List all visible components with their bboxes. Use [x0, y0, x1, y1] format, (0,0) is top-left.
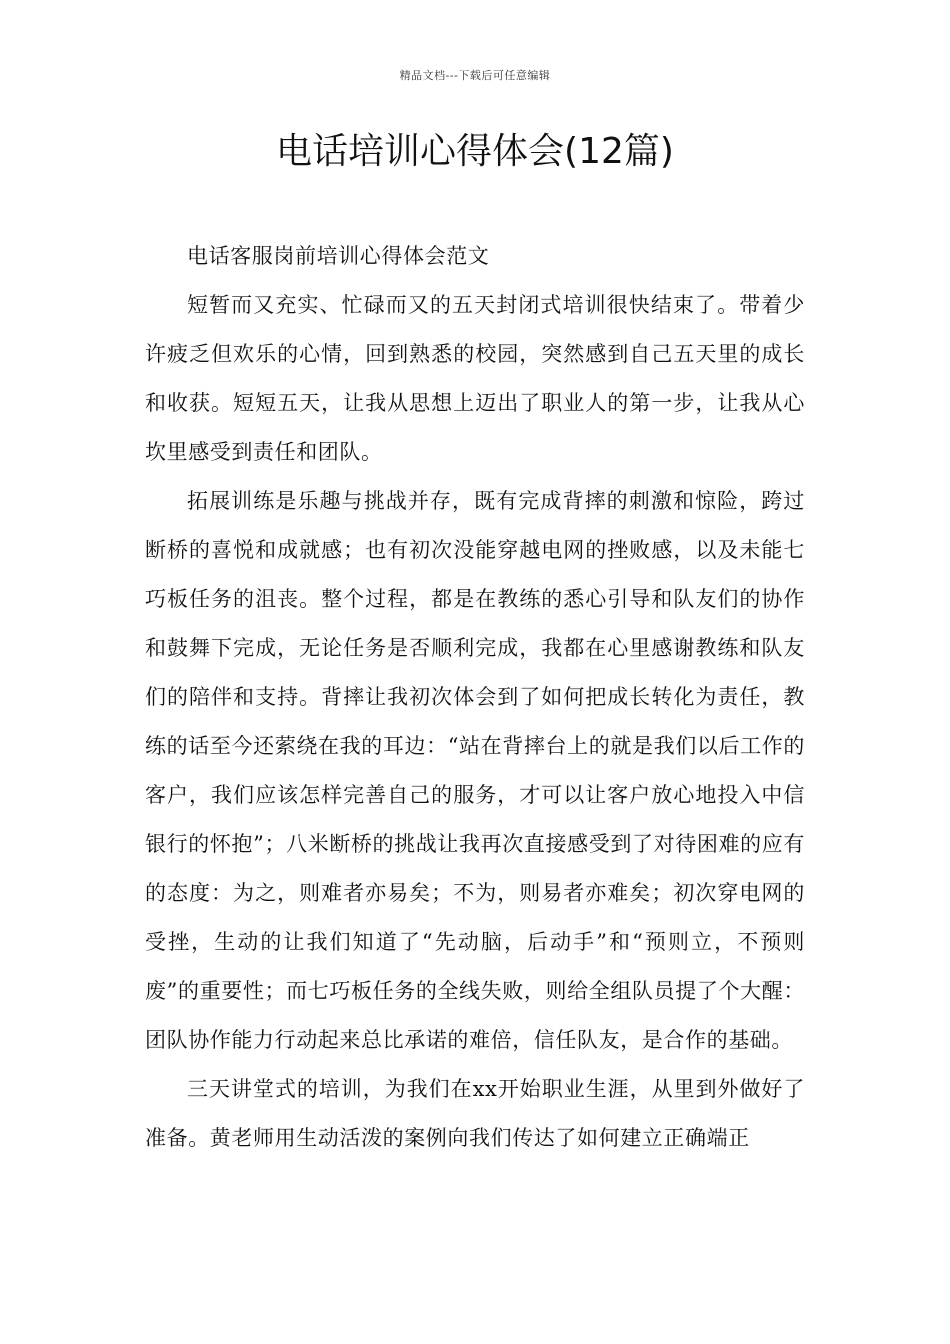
document-body: [145, 232, 805, 1163]
header-note: 精品文档---下载后可任意编辑: [399, 69, 551, 82]
paragraph: 三天讲堂式的培训，为我们在xx开始职业生涯，从里到外做好了准备。黄老师用生动活泼的案例向我们传达了如何建立正确端正: [145, 1077, 805, 1150]
paragraph-subtitle: 电话客服岗前培训心得体会范文: [187, 244, 490, 268]
paragraph: 短暂而又充实、忙碌而又的五天封闭式培训很快结束了。带着少许疲乏但欢乐的心情，回到熟悉的校园，突然感到自己五天里的成长和收获。短短五天，让我从思想上迈出了职业人的第一步，让我从心坎里感受到责任和团队。: [145, 293, 805, 464]
paragraph: 拓展训练是乐趣与挑战并存，既有完成背摔的刺激和惊险，跨过断桥的喜悦和成就感；也有初次没能穿越电网的挫败感，以及未能七巧板任务的沮丧。整个过程，都是在教练的悉心引导和队友们的协作和鼓舞下完成，无论任务是否顺利完成，我都在心里感谢教练和队友们的陪伴和支持。背摔让我初次体会到了如何把成长转化为责任，教练的话至今还萦绕在我的耳边：“站在背摔台上的就是我们以后工作的客户，我们应该怎样完善自己的服务，才可以让客户放心地投入中信银行的怀抱”；八米断桥的挑战让我再次直接感受到了对待困难的应有的态度：为之，则难者亦易矣；不为，则易者亦难矣；初次穿电网的受挫，生动的让我们知道了“先动脑，后动手”和“预则立，不预则废”的重要性；而七巧板任务的全线失败，则给全组队员提了个大醒：团队协作能力行动起来总比承诺的难倍，信任队友，是合作的基础。: [145, 489, 805, 1052]
page-title: 电话培训心得体会(12篇): [276, 131, 674, 172]
